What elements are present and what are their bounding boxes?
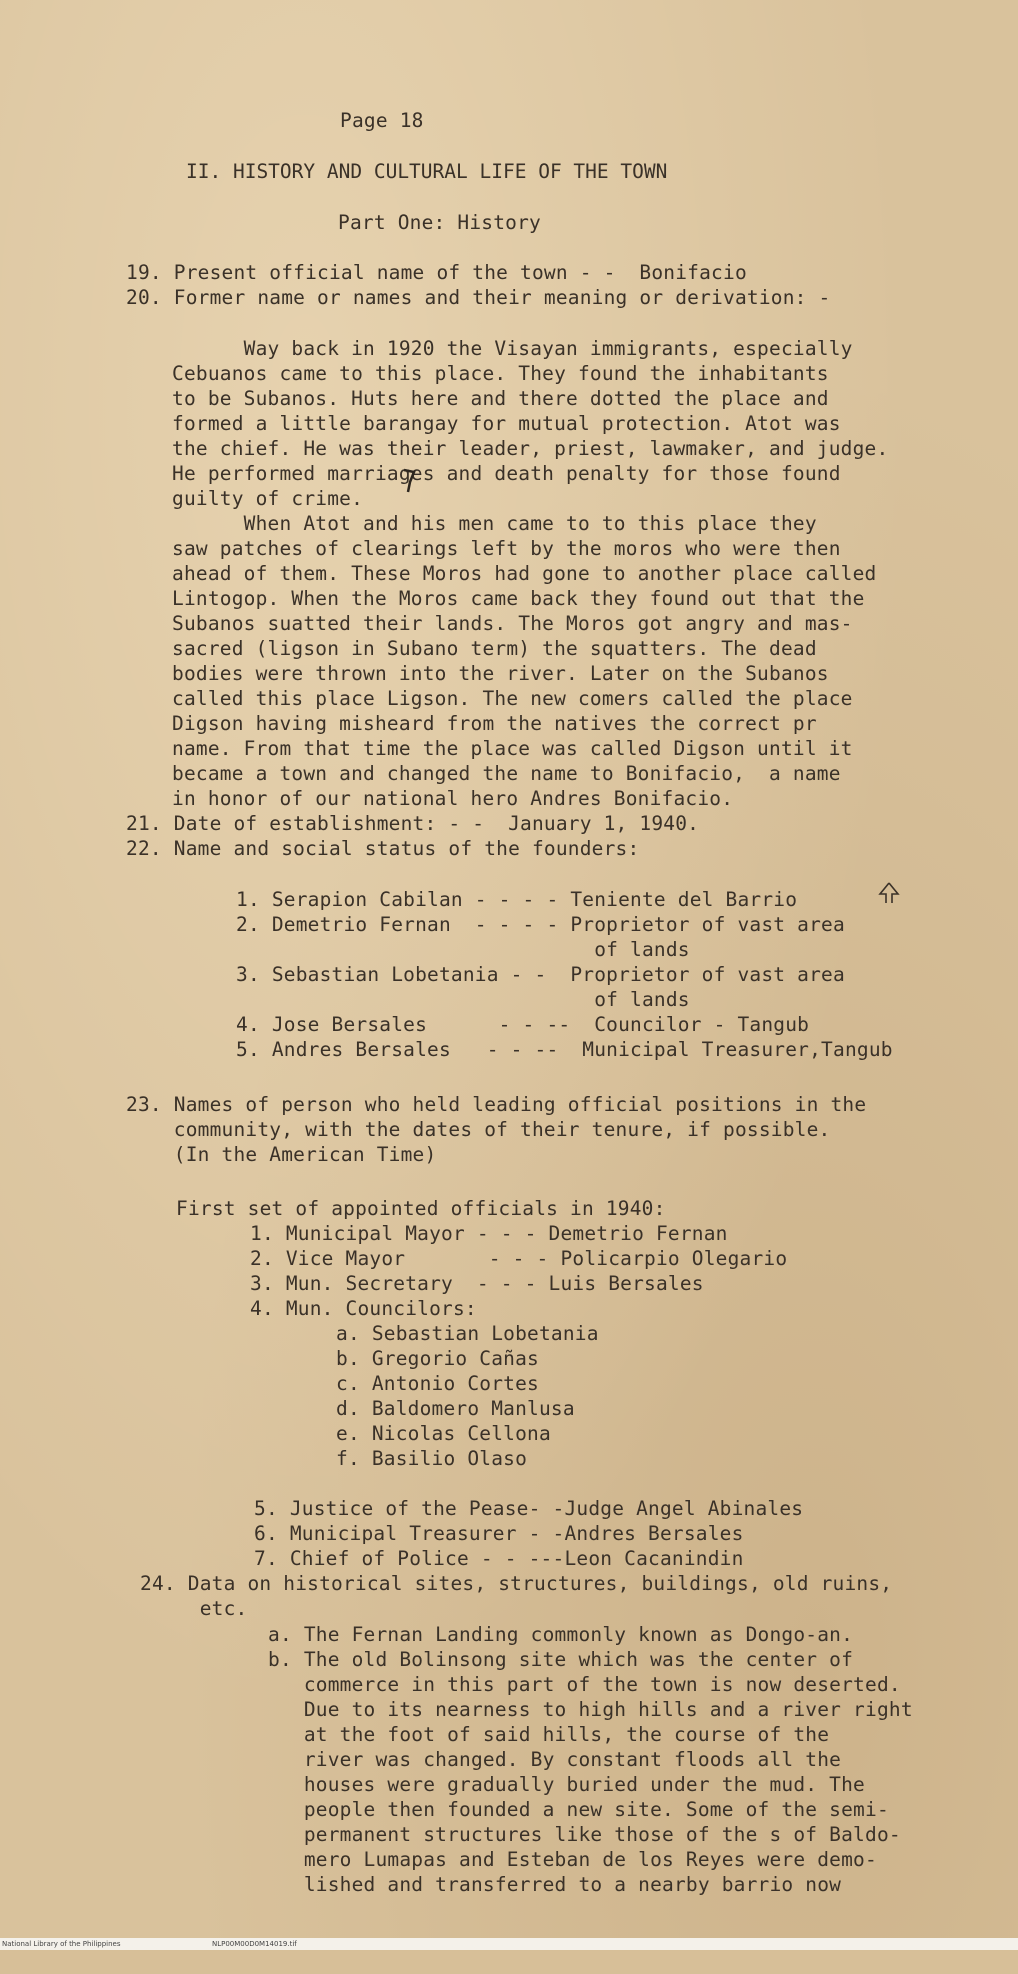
handwritten-arrow-mark (876, 880, 902, 906)
narrative-line: Digson having misheard from the natives the correct pr (172, 712, 817, 735)
official-row: 5. Justice of the Pease- -Judge Angel Abinales (254, 1497, 804, 1520)
councilor-row: d. Baldomero Manlusa (336, 1397, 575, 1420)
ink-blot-mark (402, 468, 416, 494)
founder-row: 3. Sebastian Lobetania - - Proprietor of vast area (236, 963, 845, 986)
official-row: 7. Chief of Police - - ---Leon Cacanindin (254, 1547, 744, 1570)
item-23: 23. Names of person who held leading official positions in the (126, 1093, 867, 1116)
item-21: 21. Date of establishment: - - January 1, 1940. (126, 812, 700, 835)
item-23-line: (In the American Time) (126, 1143, 437, 1166)
part-title: Part One: History (338, 211, 541, 234)
item-20: 20. Former name or names and their meaning or derivation: - (126, 286, 831, 309)
narrative-line: ahead of them. These Moros had gone to another place called (172, 562, 877, 585)
footer-file-id: NLP00M00D0M14019.tif (212, 1940, 297, 1948)
founder-row: 2. Demetrio Fernan - - - - Proprietor of vast area (236, 913, 845, 936)
narrative-line: called this place Ligson. The new comers called the place (172, 687, 853, 710)
site-line: river was changed. By constant floods all the (268, 1748, 842, 1771)
site-line: b. The old Bolinsong site which was the center of (268, 1648, 854, 1671)
official-row: 2. Vice Mayor - - - Policarpio Olegario (250, 1247, 788, 1270)
narrative-line: bodies were thrown into the river. Later on the Subanos (172, 662, 829, 685)
narrative-line: to be Subanos. Huts here and there dotted the place and (172, 387, 829, 410)
narrative-line: When Atot and his men came to to this place they (172, 512, 817, 535)
founder-row: 4. Jose Bersales - - -- Councilor - Tangub (236, 1013, 810, 1036)
councilor-row: b. Gregorio Cañas (336, 1347, 539, 1370)
official-row: 6. Municipal Treasurer - -Andres Bersales (254, 1522, 744, 1545)
section-title: II. HISTORY AND CULTURAL LIFE OF THE TOWN (186, 160, 668, 183)
councilor-row: e. Nicolas Cellona (336, 1422, 551, 1445)
founder-row: of lands (236, 988, 690, 1011)
councilor-row: f. Basilio Olaso (336, 1447, 528, 1470)
item-23-line: community, with the dates of their tenure, if possible. (126, 1118, 831, 1141)
site-line: a. The Fernan Landing commonly known as Dongo-an. (268, 1623, 854, 1646)
narrative-line: name. From that time the place was called Digson until it (172, 737, 853, 760)
site-line: Due to its nearness to high hills and a river right (268, 1698, 913, 1721)
founder-row: 5. Andres Bersales - - -- Municipal Treasurer,Tangub (236, 1038, 893, 1061)
item-19: 19. Present official name of the town - - Bonifacio (126, 261, 747, 284)
narrative-line: Subanos suatted their lands. The Moros got angry and mas- (172, 612, 853, 635)
official-row: 1. Municipal Mayor - - - Demetrio Fernan (250, 1222, 728, 1245)
narrative-line: He performed marriages and death penalty for those found (172, 462, 841, 485)
narrative-line: Cebuanos came to this place. They found the inhabitants (172, 362, 829, 385)
official-row: 3. Mun. Secretary - - - Luis Bersales (250, 1272, 704, 1295)
site-line: commerce in this part of the town is now deserted. (268, 1673, 901, 1696)
site-line: houses were gradually buried under the mud. The (268, 1773, 865, 1796)
narrative-line: the chief. He was their leader, priest, lawmaker, and judge. (172, 437, 889, 460)
narrative-line: sacred (ligson in Subano term) the squatters. The dead (172, 637, 817, 660)
officials-intro: First set of appointed officials in 1940: (176, 1197, 666, 1220)
founder-row: 1. Serapion Cabilan - - - - Teniente del Barrio (236, 888, 798, 911)
site-line: at the foot of said hills, the course of the (268, 1723, 830, 1746)
scan-footer (0, 1938, 1018, 1950)
founder-row: of lands (236, 938, 690, 961)
councilor-row: a. Sebastian Lobetania (336, 1322, 599, 1345)
site-line: people then founded a new site. Some of the semi- (268, 1798, 889, 1821)
councilor-row: c. Antonio Cortes (336, 1372, 539, 1395)
official-row: 4. Mun. Councilors: (250, 1297, 477, 1320)
narrative-line: Lintogop. When the Moros came back they found out that the (172, 587, 865, 610)
narrative-line: in honor of our national hero Andres Bonifacio. (172, 787, 734, 810)
site-line: lished and transferred to a nearby barrio now (268, 1873, 842, 1896)
narrative-line: formed a little barangay for mutual protection. Atot was (172, 412, 841, 435)
narrative-line: saw patches of clearings left by the moros who were then (172, 537, 841, 560)
site-line: permanent structures like those of the s of Baldo- (268, 1823, 901, 1846)
footer-library: National Library of the Philippines (2, 1940, 121, 1948)
narrative-line: became a town and changed the name to Bonifacio, a name (172, 762, 841, 785)
narrative-line: Way back in 1920 the Visayan immigrants, especially (172, 337, 853, 360)
item-24: 24. Data on historical sites, structures, buildings, old ruins, (140, 1572, 893, 1595)
narrative-line: guilty of crime. (172, 487, 364, 510)
site-line: mero Lumapas and Esteban de los Reyes were demo- (268, 1848, 877, 1871)
page-number: Page 18 (340, 109, 424, 132)
item-24-line: etc. (140, 1597, 248, 1620)
item-22: 22. Name and social status of the founders: (126, 837, 640, 860)
